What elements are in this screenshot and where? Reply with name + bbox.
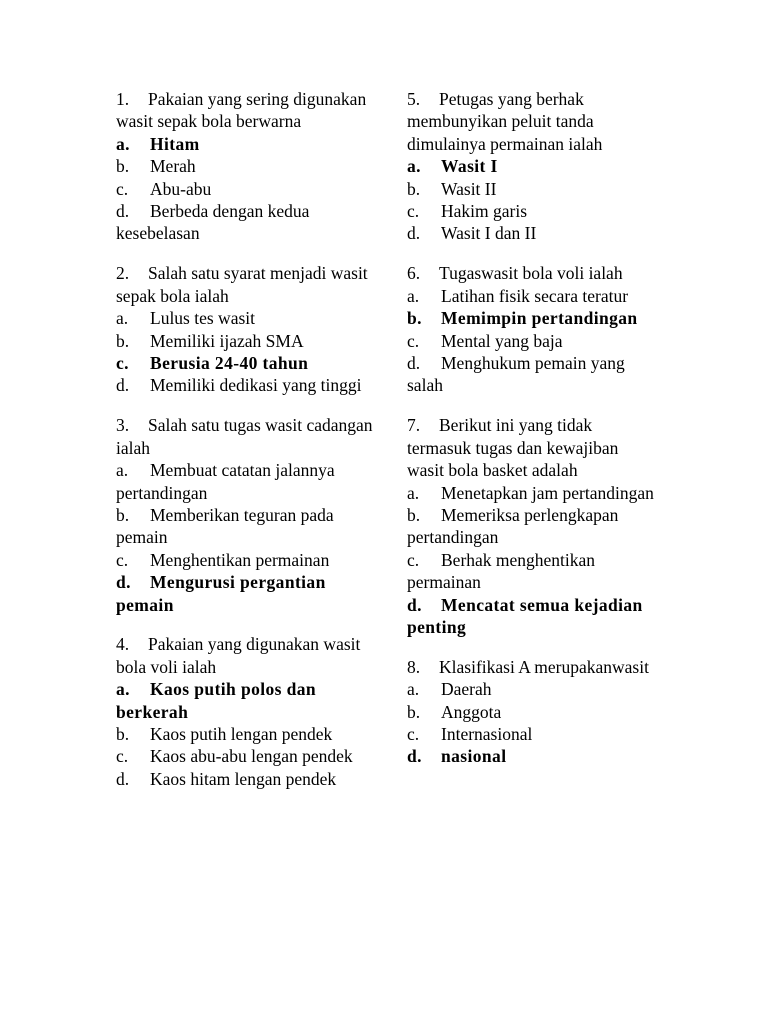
option-text: Merah [150, 156, 196, 177]
option-text: Mental yang baja [441, 330, 563, 351]
option-letter: b. [116, 330, 130, 351]
answer-option [116, 330, 376, 352]
question-text: Tugaswasit bola voli ialah [439, 263, 623, 284]
option-text: Wasit II [441, 178, 497, 199]
option-text: Berusia 24-40 tahun [150, 352, 309, 373]
answer-option [407, 330, 657, 352]
option-text: Memiliki ijazah SMA [150, 330, 304, 351]
question-block [116, 262, 376, 396]
option-letter: c. [407, 201, 420, 222]
option-letter: d. [116, 375, 130, 396]
option-text: Wasit I [441, 156, 498, 177]
option-text: Mencatat semua kejadian penting [407, 594, 643, 637]
answer-option [116, 768, 376, 790]
answer-option [116, 374, 376, 396]
option-text: Berhak menghentikan permainan [407, 549, 596, 593]
option-text: Membuat catatan jalannya pertandingan [116, 460, 335, 503]
option-letter: b. [116, 724, 130, 745]
option-letter: c. [116, 549, 129, 570]
option-letter: d. [116, 201, 130, 222]
option-letter: c. [116, 352, 129, 373]
option-letter: d. [407, 352, 421, 373]
answer-option [407, 723, 657, 745]
option-letter: a. [116, 460, 129, 481]
answer-option [116, 723, 376, 745]
question-text: Klasifikasi A merupakanwasit [439, 656, 649, 677]
option-letter: b. [116, 156, 130, 177]
option-letter: a. [407, 679, 420, 700]
question-block [407, 656, 657, 768]
answer-option [407, 285, 657, 307]
option-letter: b. [407, 308, 422, 329]
option-text: Menghentikan permainan [150, 549, 330, 570]
option-letter: d. [116, 572, 131, 593]
question-block [116, 414, 376, 616]
answer-option-correct [116, 571, 376, 616]
answer-option-correct [116, 678, 376, 723]
option-text: Memeriksa perlengkapan pertandingan [407, 504, 619, 548]
question-text: Salah satu syarat menjadi wasit sepak bola ialah [116, 263, 368, 306]
question-number: 2. [116, 263, 130, 284]
answer-option [407, 352, 657, 397]
answer-option [116, 459, 376, 504]
option-text: nasional [441, 746, 507, 767]
option-letter: d. [116, 768, 130, 789]
answer-option [407, 178, 657, 200]
right-column [407, 88, 657, 785]
option-letter: a. [407, 482, 420, 503]
answer-option [116, 549, 376, 571]
option-text: Memiliki dedikasi yang tinggi [150, 375, 362, 396]
question-block [407, 414, 657, 638]
option-letter: c. [407, 724, 420, 745]
question-stem [407, 414, 657, 481]
option-letter: c. [116, 746, 129, 767]
question-stem [116, 633, 376, 678]
option-letter: a. [116, 308, 129, 329]
option-text: Kaos putih polos dan berkerah [116, 679, 317, 722]
option-letter: d. [407, 594, 422, 615]
question-number: 3. [116, 415, 130, 436]
answer-option-correct [407, 155, 657, 177]
question-text: Berikut ini yang tidak termasuk tugas dan kewajiban wasit bola basket adalah [407, 415, 619, 481]
option-text: Kaos hitam lengan pendek [150, 768, 337, 789]
question-number: 7. [407, 415, 421, 436]
left-column [116, 88, 376, 808]
question-block [407, 262, 657, 396]
answer-option [407, 504, 657, 549]
answer-option [407, 222, 657, 244]
option-letter: b. [407, 504, 421, 525]
question-stem [116, 414, 376, 459]
question-block [116, 88, 376, 245]
option-text: Menetapkan jam pertandingan [441, 482, 654, 503]
option-text: Kaos abu-abu lengan pendek [150, 746, 353, 767]
option-text: Latihan fisik secara teratur [441, 285, 629, 306]
answer-option [407, 482, 657, 504]
question-text: Pakaian yang digunakan wasit bola voli ialah [116, 634, 361, 677]
option-letter: d. [407, 746, 422, 767]
option-text: Wasit I dan II [441, 223, 537, 244]
option-letter: b. [407, 701, 421, 722]
option-text: Memberikan teguran pada pemain [116, 504, 334, 548]
option-text: Kaos putih lengan pendek [150, 724, 333, 745]
question-number: 1. [116, 89, 130, 109]
option-letter: d. [407, 223, 421, 244]
option-letter: c. [407, 330, 420, 351]
question-number: 8. [407, 656, 421, 677]
answer-option-correct [116, 352, 376, 374]
question-number: 6. [407, 263, 421, 284]
answer-option [116, 745, 376, 767]
answer-option [116, 504, 376, 549]
option-text: Abu-abu [150, 178, 212, 199]
option-letter: c. [407, 549, 420, 570]
option-text: Hitam [150, 133, 200, 154]
answer-option [407, 701, 657, 723]
option-text: Berbeda dengan kedua kesebelasan [116, 201, 310, 244]
question-number: 5. [407, 89, 421, 109]
option-text: Mengurusi pergantian pemain [116, 572, 326, 615]
answer-option [116, 307, 376, 329]
question-stem [407, 262, 657, 284]
question-stem [407, 88, 657, 155]
question-number: 4. [116, 634, 130, 655]
answer-option [116, 178, 376, 200]
answer-option-correct [407, 745, 657, 767]
question-stem [116, 88, 376, 133]
option-letter: c. [116, 178, 129, 199]
option-text: Hakim garis [441, 201, 528, 222]
option-text: Memimpin pertandingan [441, 308, 638, 329]
option-text: Lulus tes wasit [150, 308, 255, 329]
answer-option [407, 549, 657, 594]
option-letter: a. [116, 133, 130, 154]
option-text: Menghukum pemain yang salah [407, 352, 625, 396]
question-text: Pakaian yang sering digunakan wasit sepak bola berwarna [116, 89, 367, 132]
answer-option [407, 678, 657, 700]
question-block [407, 88, 657, 245]
option-letter: a. [407, 285, 420, 306]
option-letter: a. [407, 156, 421, 177]
option-letter: b. [116, 504, 130, 525]
answer-option-correct [407, 594, 657, 639]
option-text: Anggota [441, 701, 502, 722]
answer-option [116, 200, 376, 245]
question-block [116, 633, 376, 790]
option-text: Internasional [441, 724, 533, 745]
option-text: Daerah [441, 679, 492, 700]
option-letter: b. [407, 178, 421, 199]
answer-option [407, 200, 657, 222]
answer-option-correct [407, 307, 657, 329]
question-stem [407, 656, 657, 678]
question-stem [116, 262, 376, 307]
answer-option-correct [116, 133, 376, 155]
question-text: Petugas yang berhak membunyikan peluit tanda dimulainya permainan ialah [407, 89, 603, 154]
question-text: Salah satu tugas wasit cadangan ialah [116, 415, 373, 458]
answer-option [116, 155, 376, 177]
option-letter: a. [116, 679, 130, 700]
